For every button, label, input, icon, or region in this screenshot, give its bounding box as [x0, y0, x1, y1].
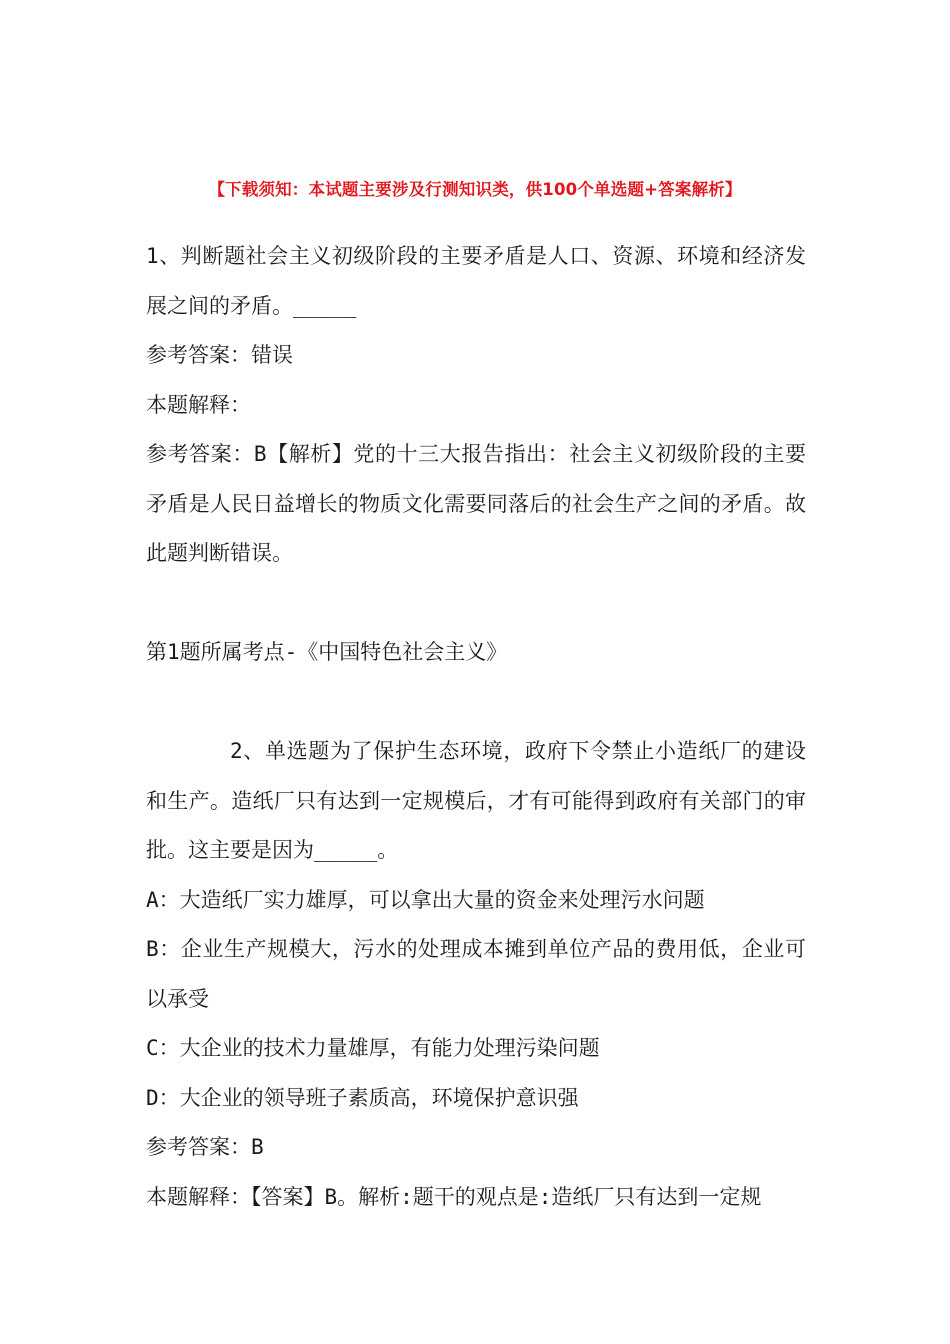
spacer: [146, 678, 806, 728]
q2-question: 2、单选题为了保护生态环境，政府下令禁止小造纸厂的建设和生产。造纸厂只有达到一定规模后，才有可能得到政府有关部门的审批。这主要是因为_____。: [146, 739, 806, 862]
download-notice: 【下载须知：本试题主要涉及行测知识类，供100个单选题+答案解析】: [208, 180, 742, 199]
q1-question: 1、判断题社会主义初级阶段的主要矛盾是人口、资源、环境和经济发展之间的矛盾。_____: [146, 244, 806, 318]
q2-option-d: D：大企业的领导班子素质高，环境保护意识强: [146, 1085, 579, 1110]
q1-explanation: 参考答案：B【解析】党的十三大报告指出：社会主义初级阶段的主要矛盾是人民日益增长的物质文化需要同落后的社会生产之间的矛盾。故此题判断错误。: [146, 442, 806, 565]
spacer: [146, 579, 806, 629]
q2-option-b: B：企业生产规模大，污水的处理成本摊到单位产品的费用低，企业可以承受: [146, 937, 806, 1011]
document-body: [146, 232, 806, 1222]
q2-option-a: A：大造纸厂实力雄厚，可以拿出大量的资金来处理污水问题: [146, 887, 705, 912]
q1-topic: 第1题所属考点-《中国特色社会主义》: [146, 640, 508, 664]
q1-explanation-label: 本题解释：: [146, 392, 251, 417]
q2-option-c: C：大企业的技术力量雄厚，有能力处理污染问题: [146, 1036, 600, 1060]
q2-explanation: 本题解释：【答案】B。解析:题干的观点是:造纸厂只有达到一定规: [146, 1184, 762, 1209]
q1-answer: 参考答案：错误: [146, 343, 293, 367]
q2-answer: 参考答案：B: [146, 1135, 264, 1159]
